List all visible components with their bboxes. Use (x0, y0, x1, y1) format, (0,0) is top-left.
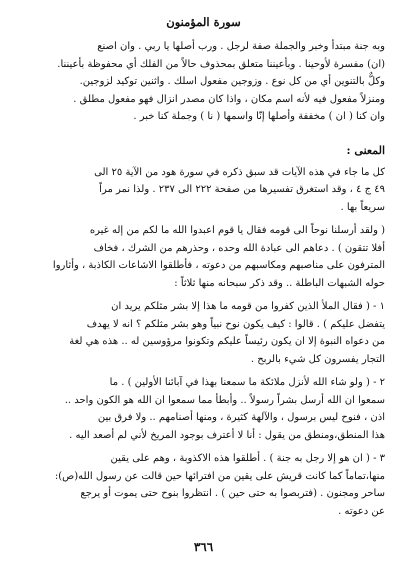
text-line: يتفضل عليكم ) . قالوا : كيف يكون نوح نبياً وهو بشر مثلكم ؟ انه لا يهدف (86, 318, 385, 330)
text-line: وبه جنة مبتدأ وخبر والجملة صفة لرجل . ورب أصلها يا ربي . وان اصنع (97, 41, 385, 52)
page-title: سورة المؤمنون (166, 15, 241, 29)
text-line: هذا المنطق،ومنطق من يقول : أنا لا أعترف بوجود المريخ لأني لم أصعد اليه . (69, 429, 385, 441)
point-2-paragraph (22, 374, 385, 444)
text-line: ٣ - ( ان هو إلا رجل به جنة ) . أطلقوا هذه الاكذوبة ، وهم على يقين (110, 453, 385, 464)
text-line: ٢ - ( ولو شاء الله لأنزل ملائكة ما سمعنا بهذا في آبائنا الأولين ) . ما (109, 377, 385, 388)
meaning-paragraph (22, 164, 385, 217)
point-3-paragraph (22, 450, 385, 520)
text-line: ومنزلاً مفعول فيه لأنه اسم مكان ، واذا كان مصدر انزال فهو مفعول مطلق . (73, 93, 385, 105)
text-line: اذن ، فنوح ليس برسول ، والآلهة كثيرة ، ومنها أصنامهم .. ولا فرق بين (97, 412, 385, 423)
text-line: (ان) مفسرة لأوحينا . وبأعيننا متعلق بمحذوف حالاً من الفلك أي محفوظة بأعيننا. (57, 58, 385, 70)
text-line: حوله الشبهات الباطلة .. وقد ذكر سبحانه منها ثلاثاً : (174, 277, 385, 289)
text-line: ٤٩ ج ٤ ، وقد استغرق تفسيرها من صفحة ٢٢٢ الى ٢٣٧ . ولذا نمر مراً (99, 184, 385, 195)
text-line: وكلٌّ بالتنوين أي من كل نوع . وزوجين مفعول اسلك . واثنين توكيد لزوجين. (79, 76, 385, 87)
point-1-paragraph (22, 298, 385, 368)
page-number: ٣٦٦ (193, 540, 214, 554)
text-line: ١ - ( فقال الملأ الذين كفروا من قومه ما هذا إلا بشر مثلكم يريد ان (111, 301, 385, 312)
text-line: وان كنا ( ان ) مخففة وأصلها إنّا واسمها ( نا ) وجملة كنا خبر . (133, 111, 385, 122)
text-line: ساحر ومجنون . (فتربصوا به حتى حين ) . انتظروا بنوح حتى يموت أو يرجع (80, 488, 385, 499)
text-line: سريعاً بها . (340, 201, 385, 213)
text-line: سمعوا ان الله أرسل بشراً رسولاً .. وأبطأ مما سمعوا ان الله هو الكون واحد .. (64, 394, 385, 406)
text-line: المترفون على مناصبهم ومكاسبهم من دعوته ، فأطلقوا الاشاعات الكاذبة ، وأثاروا (52, 260, 385, 271)
text-line: منها،تماماً كما كانت قريش على يقين من افترائها حين قالت عن رسول الله(ص): (54, 470, 385, 482)
text-line: عن دعوته . (338, 505, 385, 517)
text-line: التجار يفسرون كل شيء بالربح . (250, 353, 385, 365)
text-line: أفلا تتقون ) . دعاهم الى عبادة الله وحده ، وحذرهم من الشرك ، فخاف (93, 242, 385, 254)
text-line: كل ما جاء في هذه الآيات قد سبق ذكره في سورة هود من الآية ٢٥ الى (94, 166, 385, 178)
verse-paragraph (22, 222, 385, 292)
text-line: من دعواه النبوة إلا ان يكون رئيساً عليكم وتكونوا مرؤوسين له .. هذه هي لغة (69, 336, 385, 347)
section-heading: المعنى : (346, 143, 385, 157)
grammar-paragraph (22, 38, 385, 126)
text-line: ( ولقد أرسلنا نوحاً الى قومه فقال يا قوم اعبدوا الله ما لكم من إله غيره (89, 225, 385, 236)
